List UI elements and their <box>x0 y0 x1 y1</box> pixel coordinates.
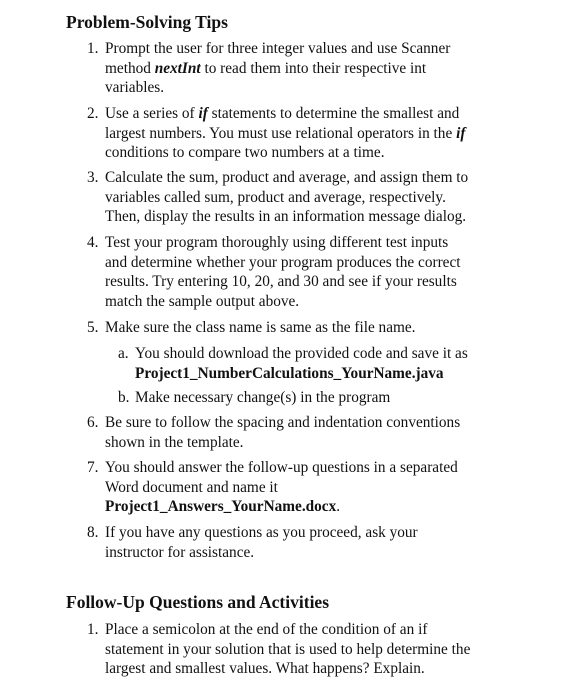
tip-line: largest numbers. You must use relational operators in the if <box>105 124 466 142</box>
follow-up-line: Place a semicolon at the end of the condition of an if <box>105 621 428 638</box>
tip-line: Use a series of if statements to determine the smallest and <box>105 105 460 122</box>
filename-java: Project1_NumberCalculations_YourName.java <box>135 364 444 382</box>
tip-line: results. Try entering 10, 20, and 30 and see if your results <box>105 273 457 291</box>
tip-subitem-a <box>118 344 468 383</box>
follow-up-item-1 <box>87 620 470 679</box>
tip-line <box>118 364 468 384</box>
tip-line: method nextInt to read them into their respective int <box>105 59 427 77</box>
tip-line: match the sample output above. <box>105 292 300 310</box>
tip-line: instructor for assistance. <box>105 543 255 561</box>
tip-line: variables called sum, product and average, respectively. <box>105 188 446 206</box>
tip-item-2 <box>87 104 465 163</box>
tip-number: 8. <box>87 524 99 541</box>
tip-number: 5. <box>87 319 99 336</box>
tip-line: Make sure the class name is same as the file name. <box>105 319 416 336</box>
tip-number: 6. <box>87 414 99 431</box>
tip-number: 2. <box>87 105 99 122</box>
tip-number: 3. <box>87 169 99 186</box>
tip-item-1 <box>87 39 450 98</box>
tip-line: Be sure to follow the spacing and indentation conventions <box>105 414 461 431</box>
tip-line: Make necessary change(s) in the program <box>135 389 391 406</box>
tip-subitem-b <box>118 388 390 408</box>
follow-up-line: statement in your solution that is used to help determine the <box>105 640 471 658</box>
tip-line: If you have any questions as you proceed, ask your <box>105 524 418 541</box>
tip-line: Word document and name it <box>105 478 278 496</box>
code-keyword: if <box>198 105 208 122</box>
tip-line: You should download the provided code and save it as <box>135 345 468 362</box>
tip-line: conditions to compare two numbers at a time. <box>105 144 385 162</box>
tip-subitem-letter: b. <box>118 389 130 406</box>
tip-item-6 <box>87 413 460 452</box>
tip-line: Prompt the user for three integer values and use Scanner <box>105 40 451 57</box>
code-keyword: if <box>456 124 466 142</box>
section-heading-follow-up: Follow-Up Questions and Activities <box>66 592 330 612</box>
tip-item-8 <box>87 523 418 562</box>
tip-line: You should answer the follow-up questions in a separated <box>105 459 458 476</box>
tip-line: and determine whether your program produces the correct <box>105 253 461 271</box>
code-keyword: nextInt <box>154 59 201 77</box>
tip-line: Calculate the sum, product and average, and assign them to <box>105 169 469 186</box>
tip-line: Then, display the results in an information message dialog. <box>105 208 467 226</box>
follow-up-line: largest and smallest values. What happens? Explain. <box>105 660 425 678</box>
filename-docx: Project1_Answers_YourName.docx <box>105 498 337 516</box>
tip-number: 1. <box>87 40 99 57</box>
tip-line: Test your program thoroughly using different test inputs <box>105 234 449 251</box>
tip-number: 4. <box>87 234 99 251</box>
tip-line: shown in the template. <box>105 433 244 451</box>
tip-item-5 <box>87 318 416 338</box>
section-heading-tips: Problem-Solving Tips <box>66 12 228 32</box>
tip-line: variables. <box>105 79 165 97</box>
tip-item-4 <box>87 233 461 311</box>
follow-up-number: 1. <box>87 621 99 638</box>
tip-item-3 <box>87 168 468 227</box>
tip-line: Project1_Answers_YourName.docx. <box>105 498 341 516</box>
tip-subitem-letter: a. <box>118 345 129 362</box>
tip-number: 7. <box>87 459 99 476</box>
tip-item-7 <box>87 458 458 517</box>
